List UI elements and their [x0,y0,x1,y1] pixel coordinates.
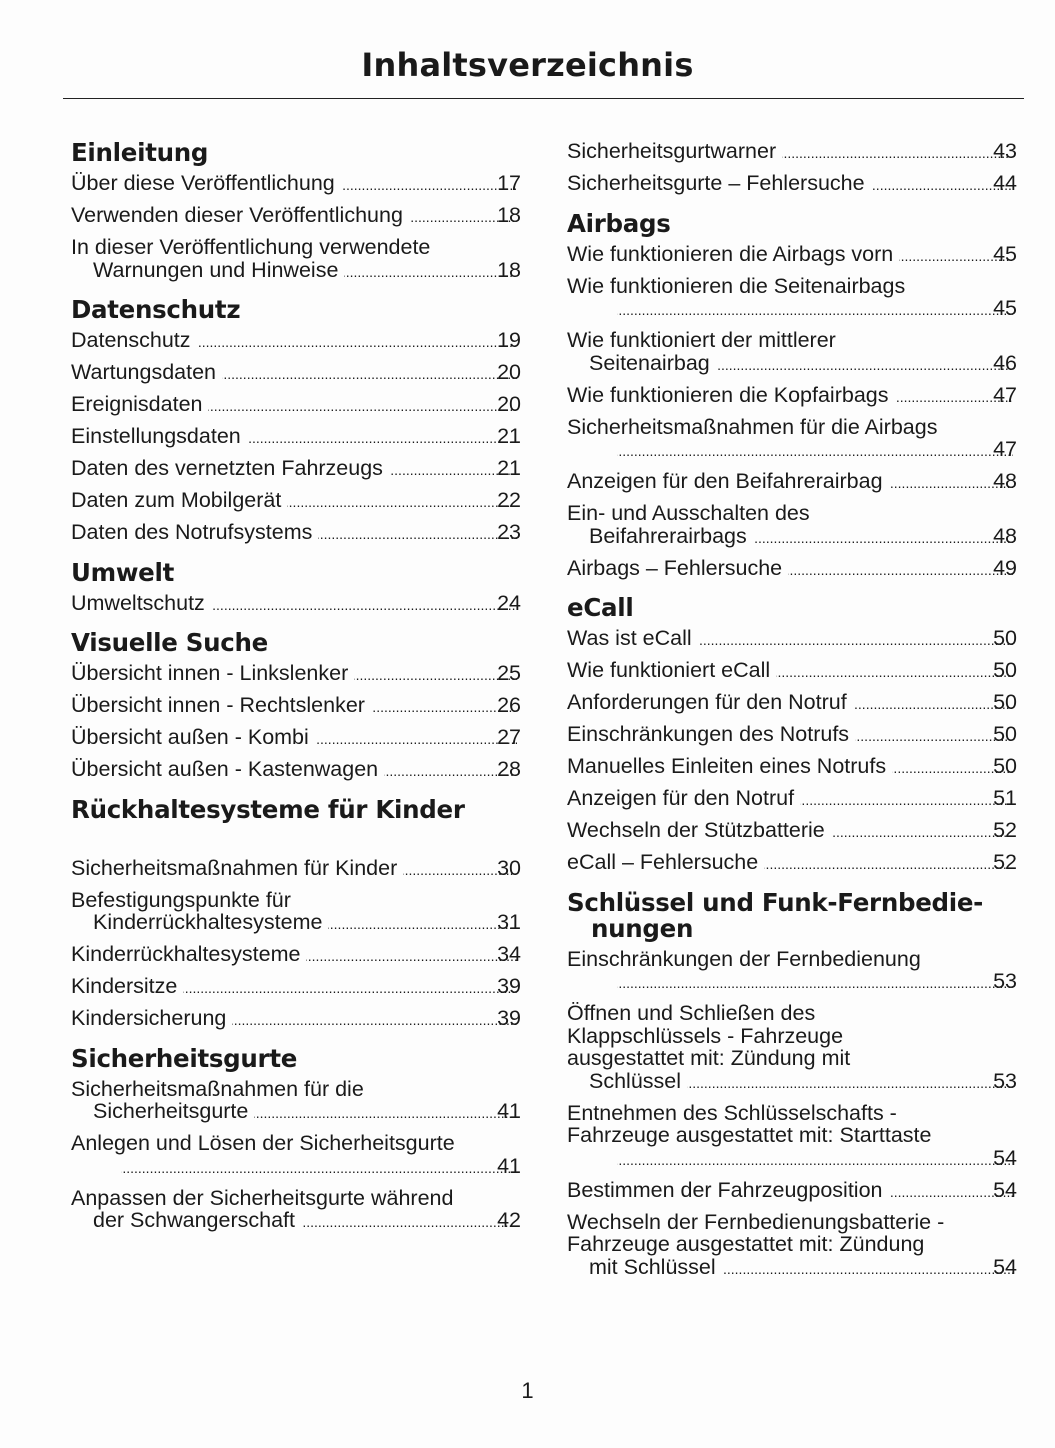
dot-leader [855,725,1013,748]
toc-entry[interactable] [567,755,1017,780]
toc-entry[interactable] [567,1179,1017,1204]
entry-text: Seitenairbag [589,350,710,375]
dot-leader [617,440,1013,463]
dot-leader [222,363,517,386]
toc-section [71,1043,521,1234]
entry-text: Daten des vernetzten Fahrzeugs [71,456,383,480]
toc-section [567,208,1017,582]
entry-page-number: 21 [497,424,521,448]
entry-text: Sicherheitsmaßnahmen für die [71,1076,364,1101]
toc-section [71,794,521,1032]
entry-page-number: 20 [497,360,521,384]
entry-text: Einstellungsdaten [71,424,241,448]
entry-text: Ereignisdaten [71,392,203,416]
entry-text: Einschränkungen der Fernbedienung [567,946,921,971]
entry-text: mit Schlüssel [589,1254,716,1279]
toc-section [71,557,521,617]
entry-page-number: 54 [993,1177,1017,1202]
toc-section [567,595,1017,876]
entry-text: Sicherheitsmaßnahmen für die Airbags [567,414,938,439]
section-title: Airbags [567,208,671,238]
dot-leader [354,664,517,687]
section-title: Datenschutz [71,295,241,324]
entry-text: Wie funktionieren die Airbags vorn [567,241,894,266]
entry-text: Übersicht außen - Kombi [71,725,309,749]
toc-entry[interactable] [567,627,1017,652]
entry-page-number: 53 [993,1068,1017,1093]
toc-entry[interactable] [71,393,521,418]
dot-leader [831,821,1013,844]
entry-page-number: 34 [497,942,521,966]
entry-text: Was ist eCall [567,626,692,650]
toc-entry[interactable] [567,723,1017,748]
toc-entry[interactable] [71,172,521,197]
dot-leader [853,693,1013,716]
toc-entry[interactable] [567,557,1017,582]
entry-page-number: 50 [993,626,1017,650]
entry-page-number: 45 [993,241,1017,266]
entry-page-number: 19 [497,328,521,352]
entry-text: der Schwangerschaft [93,1208,295,1232]
entry-text: Wie funktioniert eCall [567,658,771,682]
dot-leader [753,527,1013,550]
toc-entry[interactable] [71,1132,521,1179]
entry-page-number: 46 [993,350,1017,375]
toc-entry[interactable] [567,691,1017,716]
entry-page-number: 47 [993,382,1017,407]
entry-text: Anzeigen für den Beifahrerairbag [567,469,883,493]
entry-page-number: 52 [993,850,1017,874]
toc-entry[interactable] [71,726,521,751]
entry-text: Anlegen und Lösen der Sicherheitsgurte [71,1131,455,1155]
entry-page-number: 25 [497,661,521,685]
entry-page-number: 39 [497,974,521,998]
entry-text: Befestigungspunkte für [71,887,291,912]
dot-leader [871,174,1014,197]
entry-text: Fahrzeuge ausgestattet mit: Starttaste [567,1123,932,1147]
toc-entry[interactable] [567,1211,1017,1281]
toc-entry[interactable] [567,502,1017,549]
toc-entry[interactable] [567,275,1017,322]
toc-entry[interactable] [71,361,521,386]
section-title: Visuelle Suche [71,628,268,657]
entry-text: Sicherheitsgurtwarner [567,139,777,163]
toc-entry[interactable] [567,787,1017,812]
toc-entry[interactable] [567,243,1017,268]
entry-text: Sicherheitsmaßnahmen für Kinder [71,855,398,880]
page-number: 1 [521,1378,534,1403]
dot-leader [617,299,1013,322]
toc-entry[interactable] [71,943,521,968]
toc-right-column [567,140,1017,1294]
toc-entry[interactable] [71,857,521,882]
dot-leader [788,559,1013,582]
entry-text: Übersicht außen - Kastenwagen [71,757,379,781]
entry-page-number: 44 [993,171,1017,195]
entry-page-number: 28 [497,757,521,781]
entry-page-number: 47 [993,437,1017,461]
entry-text: Wie funktionieren die Seitenairbags [567,273,906,298]
toc-entry[interactable] [567,140,1017,165]
toc-entry[interactable] [567,329,1017,376]
entry-page-number: 50 [993,690,1017,714]
toc-entry[interactable] [71,694,521,719]
entry-text: Daten des Notrufsystems [71,520,313,544]
entry-text: Airbags – Fehlersuche [567,555,783,580]
entry-page-number: 45 [993,296,1017,320]
entry-page-number: 41 [497,1099,521,1123]
dot-leader [232,1009,517,1032]
entry-text: Über diese Veröffentlichung [71,171,335,195]
section-title: Sicherheitsgurte [71,1043,298,1073]
toc-entry[interactable] [71,1078,521,1125]
dot-leader [247,427,517,450]
dot-leader [687,1072,1013,1095]
toc-entry[interactable] [567,851,1017,876]
entry-page-number: 53 [993,969,1017,993]
dot-leader [800,789,1013,812]
dot-leader [776,661,1013,684]
toc-entry[interactable] [567,659,1017,684]
toc-section [71,297,521,546]
section-title: eCall [567,593,634,622]
toc-entry[interactable] [71,521,521,546]
dot-leader [344,261,517,284]
toc-entry[interactable] [567,172,1017,197]
dot-leader [121,1157,517,1180]
entry-page-number: 17 [497,171,521,195]
entry-page-number: 27 [497,725,521,749]
toc-entry[interactable] [71,1007,521,1032]
entry-page-number: 54 [993,1145,1017,1170]
entry-text: Öffnen und Schließen des [567,1001,816,1025]
entry-text: Kindersicherung [71,1006,227,1030]
entry-page-number: 18 [497,257,521,282]
toc-entry[interactable] [71,329,521,354]
toc-entry[interactable] [567,1002,1017,1094]
toc-entry[interactable] [71,758,521,783]
entry-text: Wartungsdaten [71,360,217,384]
toc-section [71,140,521,283]
entry-page-number: 48 [993,523,1017,548]
toc-entry[interactable] [567,416,1017,463]
entry-page-number: 52 [993,818,1017,842]
dot-leader [617,1149,1013,1172]
entry-page-number: 18 [497,203,521,227]
entry-text: Anforderungen für den Notruf [567,690,847,714]
entry-text: Umweltschutz [71,590,205,615]
section-title: Schlüssel und Funk-Fernbedie- nungen [567,887,984,943]
entry-text: eCall – Fehlersuche [567,850,759,874]
entry-page-number: 26 [497,693,521,717]
entry-text: Klappschlüssels - Fahrzeuge [567,1023,844,1048]
dot-leader [306,945,517,968]
entry-page-number: 50 [993,658,1017,682]
toc-entry[interactable] [71,889,521,936]
toc-entry[interactable] [567,819,1017,844]
dot-leader [341,174,517,197]
entry-text: Wechseln der Fernbedienungsbatterie - [567,1209,945,1234]
dot-leader [254,1102,517,1125]
toc-section [71,630,521,783]
entry-text: Einschränkungen des Notrufs [567,722,850,746]
entry-text: Anzeigen für den Notruf [567,786,795,810]
entry-text: Schlüssel [589,1068,682,1093]
entry-text: Wechseln der Stützbatterie [567,818,825,842]
toc-entry[interactable] [567,470,1017,495]
dot-leader [617,972,1013,995]
toc-entry[interactable] [567,948,1017,995]
entry-text: Verwenden dieser Veröffentlichung [71,203,403,227]
dot-leader [197,331,518,354]
entry-page-number: 43 [993,139,1017,163]
entry-text: ausgestattet mit: Zündung mit [567,1046,851,1070]
entry-text: Kinderrückhaltesysteme [71,942,301,966]
dot-leader [301,1211,517,1234]
dot-leader [211,594,517,617]
entry-page-number: 24 [497,590,521,615]
toc-entry[interactable] [71,457,521,482]
entry-page-number: 31 [497,910,521,934]
toc-entry[interactable] [567,1102,1017,1172]
entry-text: Kindersitze [71,974,178,998]
entry-text: Anpassen der Sicherheitsgurte während [71,1185,454,1210]
entry-page-number: 42 [497,1208,521,1232]
entry-page-number: 39 [497,1006,521,1030]
dot-leader [183,977,517,1000]
section-title: Umwelt [71,557,174,587]
entry-text: Warnungen und Hinweise [93,257,339,282]
entry-text: Sicherheitsgurte [93,1099,249,1123]
title-divider [63,98,1024,99]
dot-leader [764,853,1013,876]
entry-page-number: 20 [497,392,521,416]
dot-leader [371,696,517,719]
dot-leader [208,395,517,418]
entry-text: Wie funktionieren die Kopfairbags [567,382,889,407]
entry-text: Sicherheitsgurte – Fehlersuche [567,171,865,195]
toc-left-column [71,140,521,1248]
entry-text: Ein- und Ausschalten des [567,501,810,525]
entry-text: In dieser Veröffentlichung verwendete [71,235,431,259]
entry-page-number: 50 [993,722,1017,746]
entry-text: Manuelles Einleiten eines Notrufs [567,754,887,778]
entry-page-number: 54 [993,1254,1017,1279]
entry-text: Übersicht innen - Linkslenker [71,661,349,685]
entry-page-number: 51 [993,786,1017,810]
dot-leader [315,728,517,751]
toc-section [567,140,1017,197]
toc-entry[interactable] [71,236,521,283]
entry-page-number: 23 [497,520,521,544]
entry-page-number: 21 [497,456,521,480]
dot-leader [722,1258,1013,1281]
dot-leader [716,354,1013,377]
entry-text: Übersicht innen - Rechtslenker [71,693,365,717]
entry-page-number: 48 [993,469,1017,493]
entry-text: Daten zum Mobilgerät [71,488,282,512]
entry-page-number: 50 [993,754,1017,778]
toc-entry[interactable] [71,662,521,687]
entry-text: Entnehmen des Schlüsselschafts - [567,1100,897,1125]
dot-leader [782,142,1013,165]
entry-text: Fahrzeuge ausgestattet mit: Zündung [567,1232,925,1256]
toc-entry[interactable] [71,425,521,450]
toc-entry[interactable] [71,204,521,229]
entry-text: Beifahrerairbags [589,523,747,548]
entry-text: Kinderrückhaltesysteme [93,910,323,934]
dot-leader [328,913,517,936]
toc-entry[interactable] [567,384,1017,409]
dot-leader [287,491,517,514]
entry-page-number: 49 [993,555,1017,580]
section-title: Einleitung [71,138,209,167]
toc-entry[interactable] [71,592,521,617]
page-title: Inhaltsverzeichnis [361,46,694,84]
entry-text: Datenschutz [71,328,191,352]
toc-entry[interactable] [71,489,521,514]
toc-entry[interactable] [71,1187,521,1234]
entry-page-number: 30 [497,855,521,880]
entry-text: Wie funktioniert der mittlerer [567,328,836,352]
dot-leader [698,629,1013,652]
entry-page-number: 41 [497,1153,521,1178]
section-title: Rückhaltesysteme für Kinder [71,794,465,824]
toc-section [567,887,1017,1281]
entry-page-number: 22 [497,488,521,512]
toc-entry[interactable] [71,975,521,1000]
entry-text: Bestimmen der Fahrzeugposition [567,1177,883,1202]
dot-leader [318,523,517,546]
